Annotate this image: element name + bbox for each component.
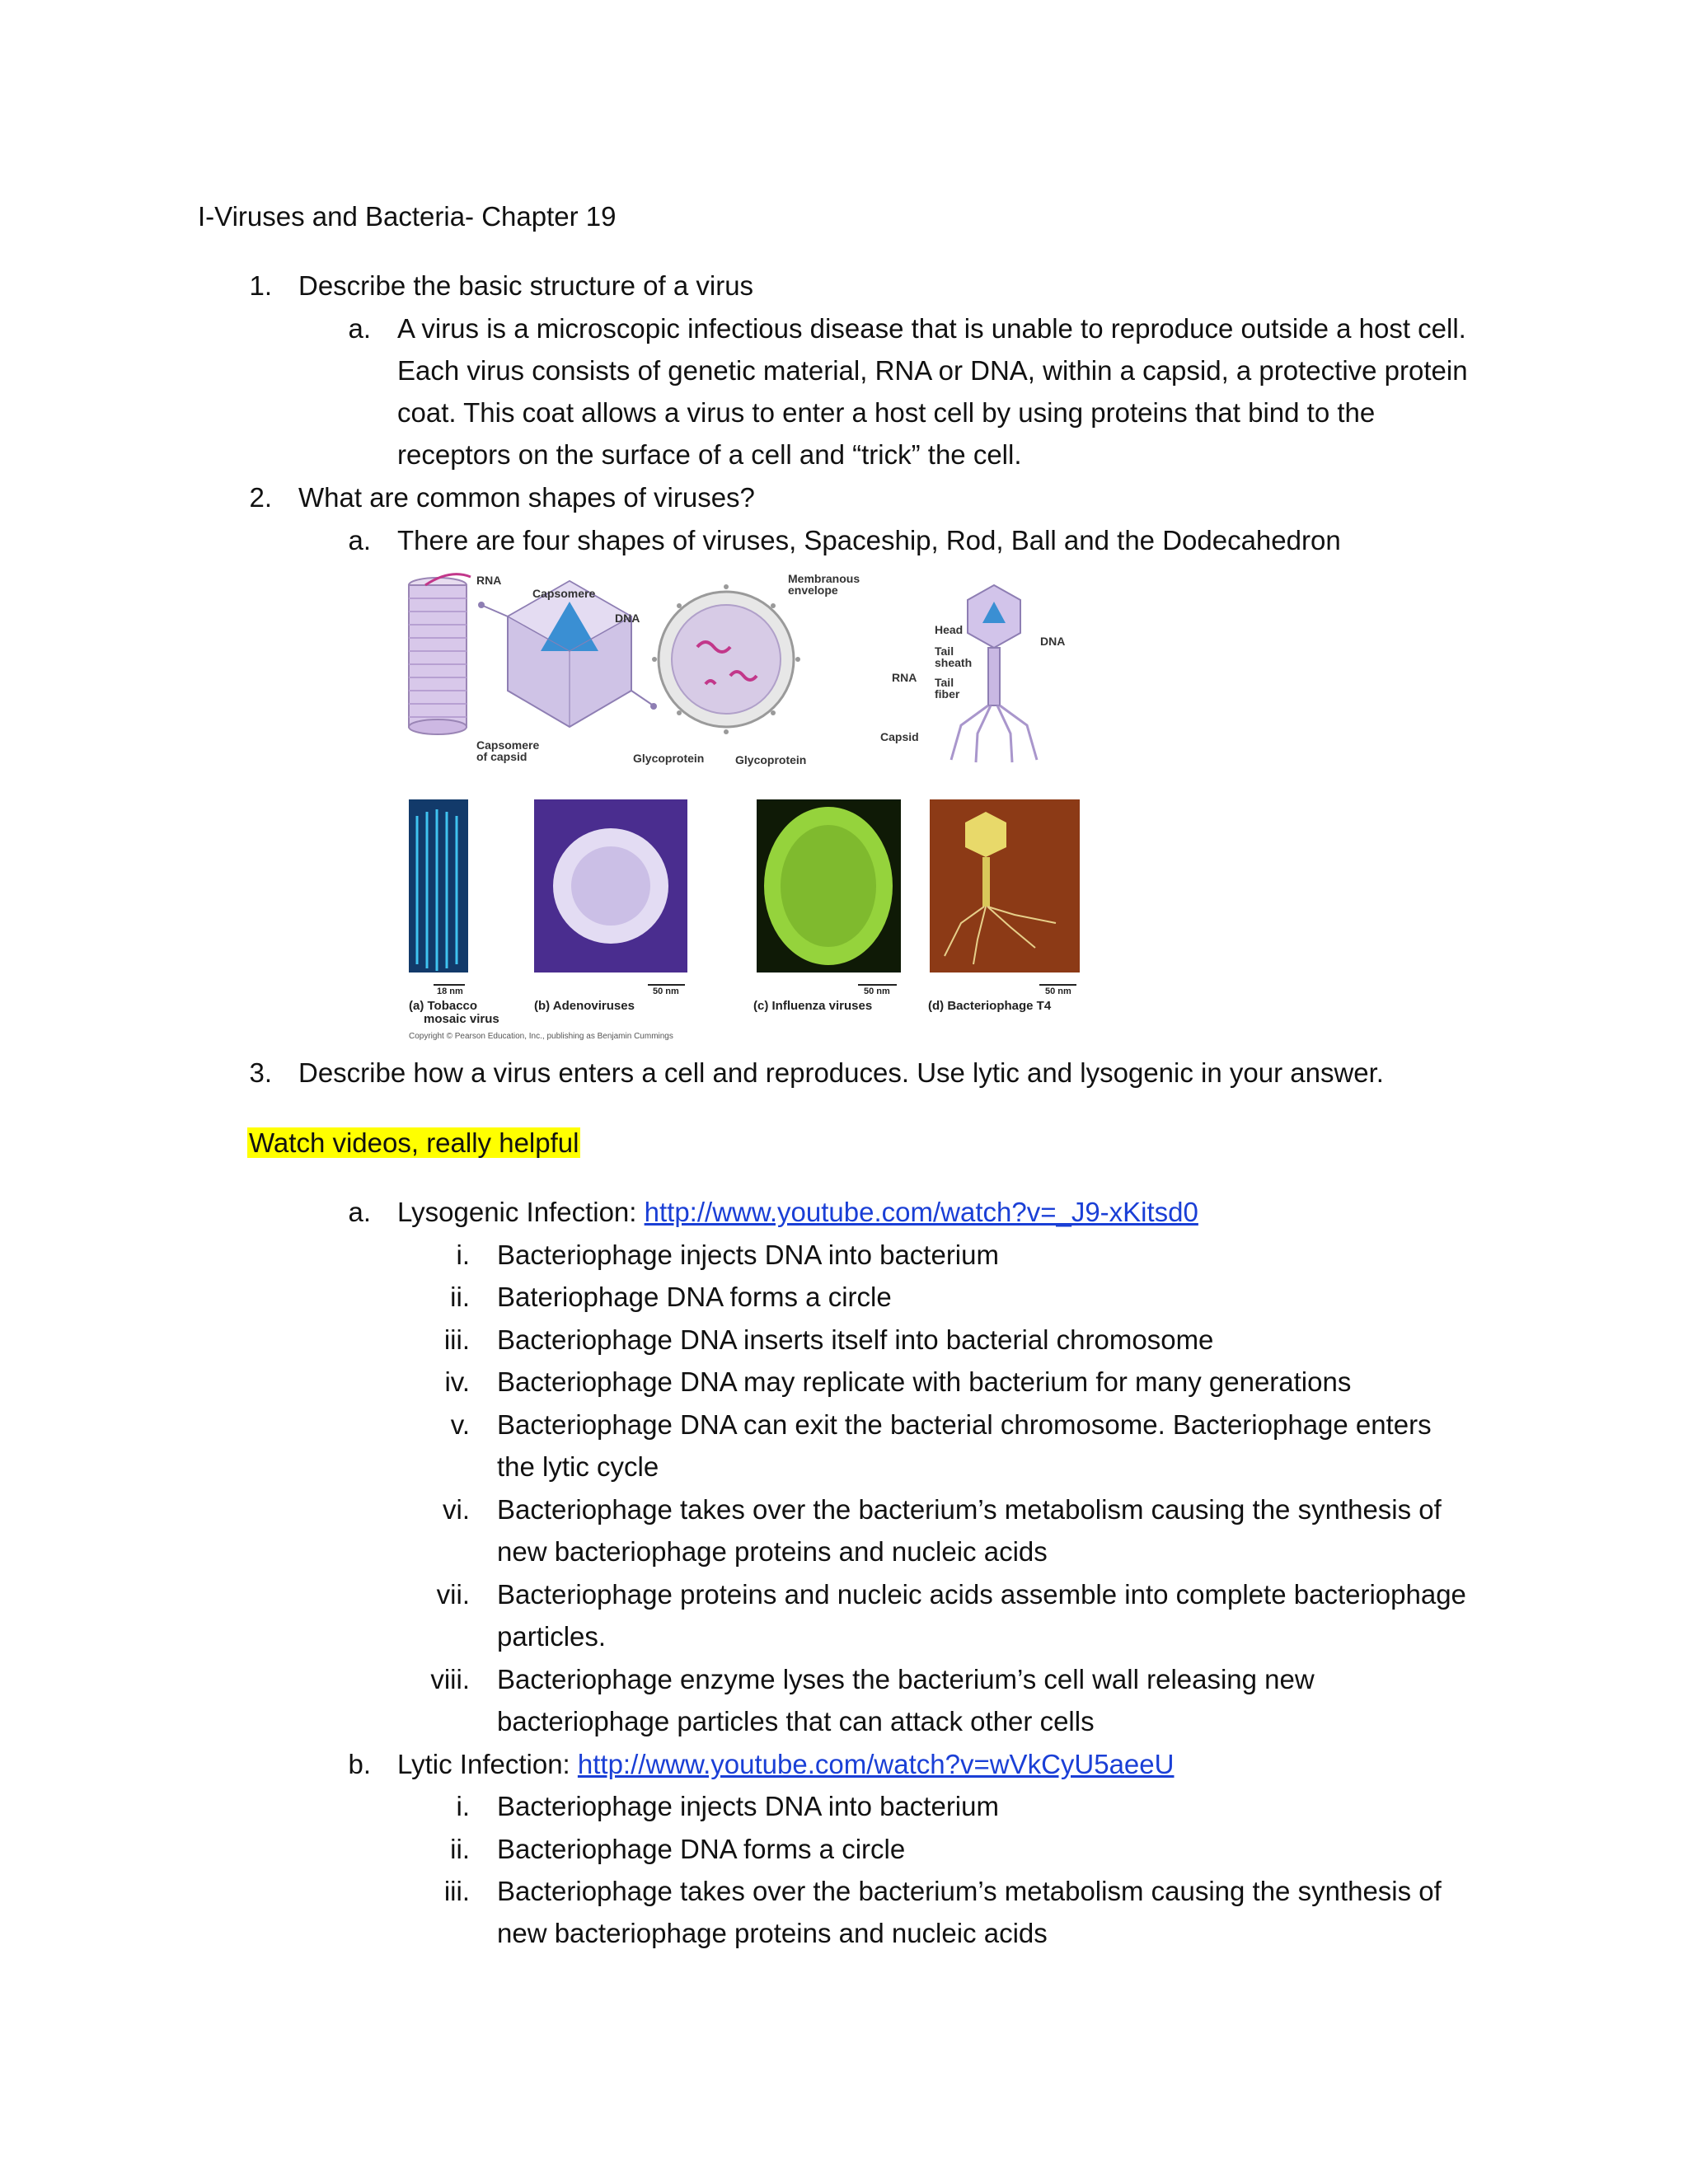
label-head: Head [935, 623, 964, 636]
answer-1a-line: receptors on the surface of a cell and “trick” the cell. [397, 439, 1022, 470]
lysogenic-step-text: new bacteriophage proteins and nucleic acids [497, 1536, 1048, 1567]
label-capsomere: Capsomere [532, 587, 596, 600]
label-rna-flu: RNA [892, 671, 917, 684]
answer-2a-marker: a. [348, 525, 371, 555]
label-tail-fiber: Tail [935, 676, 954, 689]
tobacco-mosaic-virus-diagram [409, 574, 471, 734]
scale-label: 50 nm [1045, 987, 1071, 996]
lytic-step-number: iii. [443, 1876, 470, 1906]
scale-label: 50 nm [864, 987, 890, 996]
document-title: I-Viruses and Bacteria- Chapter 19 [198, 201, 617, 232]
label-tail-sheath: Tail [935, 644, 954, 658]
bacteriophage-t4-diagram [951, 585, 1037, 762]
question-2-number: 2. [249, 482, 272, 513]
answer-1a-marker: a. [348, 313, 371, 344]
label-glycoprotein-adeno: Glycoprotein [633, 752, 705, 765]
highlight-text: Watch videos, really helpful [249, 1127, 579, 1158]
lysogenic-step-text: Bacteriophage injects DNA into bacterium [497, 1240, 999, 1270]
scale-label: 50 nm [653, 987, 679, 996]
lytic-label: Lytic Infection: [397, 1749, 578, 1779]
question-2-text: What are common shapes of viruses? [298, 482, 755, 513]
lysogenic-step-text: Bacteriophage enzyme lyses the bacterium’s cell wall releasing new [497, 1664, 1315, 1694]
lysogenic-step-text: the lytic cycle [497, 1451, 659, 1482]
lytic-heading [397, 1748, 1174, 1781]
lysogenic-step-number: v. [450, 1409, 470, 1440]
lytic-step-number: i. [456, 1791, 470, 1821]
caption-influenza: (c) Influenza viruses [753, 999, 873, 1013]
question-1-text: Describe the basic structure of a virus [298, 270, 754, 301]
question-3-text: Describe how a virus enters a cell and reproduces. Use lytic and lysogenic in your answer. [298, 1057, 1384, 1088]
virus-diagrams [401, 569, 1085, 1051]
lysogenic-step-text: Bacteriophage DNA inserts itself into bacterial chromosome [497, 1324, 1214, 1355]
scale-label: 18 nm [437, 987, 463, 996]
caption-tmv: mosaic virus [424, 1012, 499, 1026]
label-dna-phage: DNA [1040, 635, 1066, 648]
label-capsid: Capsid [880, 730, 919, 743]
label-membranous-envelope: Membranous [788, 572, 860, 585]
virus-shapes-figure [401, 569, 1085, 1051]
highlight-note [247, 1127, 580, 1160]
lytic-step-number: ii. [450, 1834, 470, 1864]
lysogenic-step-text: Bacteriophage proteins and nucleic acids assemble into complete bacteriophage [497, 1579, 1466, 1610]
lytic-step-text: Bacteriophage takes over the bacterium’s metabolism causing the synthesis of [497, 1876, 1442, 1906]
lysogenic-step-text: particles. [497, 1621, 607, 1652]
label-capsomere-of-capsid: of capsid [476, 750, 528, 763]
lysogenic-heading [397, 1196, 1198, 1229]
lysogenic-step-number: iii. [443, 1324, 470, 1355]
lysogenic-step-text: Bateriophage DNA forms a circle [497, 1282, 892, 1312]
label-capsomere-of-capsid: Capsomere [476, 738, 540, 752]
caption-tmv: (a) Tobacco [409, 999, 478, 1013]
lysogenic-step-number: vi. [443, 1494, 470, 1525]
lytic-step-text: Bacteriophage injects DNA into bacterium [497, 1791, 999, 1821]
caption-bacteriophage: (d) Bacteriophage T4 [928, 999, 1052, 1013]
answer-1a-line: coat. This coat allows a virus to enter a host cell by using proteins that bind to the [397, 397, 1376, 428]
lytic-marker: b. [348, 1749, 371, 1779]
label-dna-adeno: DNA [615, 612, 640, 625]
lysogenic-step-number: viii. [430, 1664, 470, 1694]
lysogenic-step-number: ii. [450, 1282, 470, 1312]
answer-1a-line: Each virus consists of genetic material, RNA or DNA, within a capsid, a protective protein [397, 355, 1468, 386]
caption-adenovirus: (b) Adenoviruses [534, 999, 635, 1013]
lysogenic-step-text: Bacteriophage DNA may replicate with bacterium for many generations [497, 1366, 1352, 1397]
label-membranous-envelope: envelope [788, 583, 838, 597]
lysogenic-step-text: Bacteriophage takes over the bacterium’s metabolism causing the synthesis of [497, 1494, 1442, 1525]
lysogenic-step-number: i. [456, 1240, 470, 1270]
lysogenic-step-number: iv. [444, 1366, 470, 1397]
lytic-step-text: new bacteriophage proteins and nucleic acids [497, 1918, 1048, 1948]
adenovirus-diagram [478, 581, 657, 727]
lysogenic-video-link[interactable]: http://www.youtube.com/watch?v=_J9-xKitsd0 [644, 1197, 1198, 1227]
answer-1a-line: A virus is a microscopic infectious disease that is unable to reproduce outside a host cell. [397, 313, 1466, 344]
lytic-step-text: Bacteriophage DNA forms a circle [497, 1834, 906, 1864]
label-glycoprotein-flu: Glycoprotein [735, 753, 807, 766]
lysogenic-label: Lysogenic Infection: [397, 1197, 645, 1227]
lysogenic-marker: a. [348, 1197, 371, 1227]
answer-2a-text: There are four shapes of viruses, Spaceship, Rod, Ball and the Dodecahedron [397, 525, 1341, 555]
figure-copyright: Copyright © Pearson Education, Inc., publishing as Benjamin Cummings [409, 1032, 673, 1041]
question-3-number: 3. [249, 1057, 272, 1088]
lytic-video-link[interactable]: http://www.youtube.com/watch?v=wVkCyU5aeeU [577, 1749, 1175, 1779]
lysogenic-step-number: vii. [436, 1579, 470, 1610]
lysogenic-step-text: bacteriophage particles that can attack other cells [497, 1706, 1095, 1736]
label-tail-sheath: sheath [935, 656, 973, 669]
lysogenic-step-text: Bacteriophage DNA can exit the bacterial chromosome. Bacteriophage enters [497, 1409, 1432, 1440]
question-1-number: 1. [249, 270, 272, 301]
label-rna-tmv: RNA [476, 574, 502, 587]
influenza-virus-diagram [652, 584, 800, 734]
label-tail-fiber: fiber [935, 687, 960, 701]
